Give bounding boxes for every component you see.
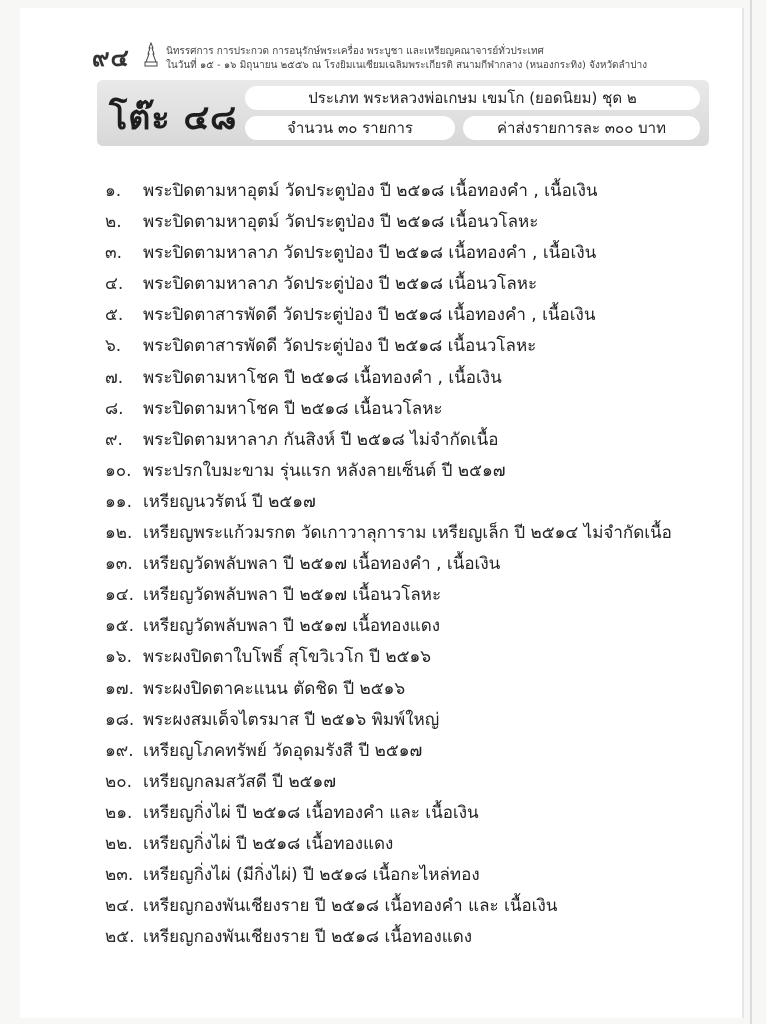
item-description: พระปิดตามหาโชค ปี ๒๕๑๘ เนื้อนวโลหะ [143, 398, 443, 419]
item-number: ๑๙. [105, 740, 134, 761]
list-item [105, 580, 672, 611]
item-number: ๑๓. [105, 554, 133, 575]
item-number: ๑๔. [105, 585, 135, 606]
list-item [105, 176, 672, 207]
list-item [105, 611, 672, 642]
list-item [105, 736, 672, 767]
item-description: เหรียญกิ่งไผ่ ปี ๒๕๑๘ เนื้อทองคำ และ เนื้อเงิน [143, 802, 479, 823]
page-header [92, 42, 692, 72]
list-item [105, 829, 672, 860]
item-number: ๗. [105, 367, 124, 388]
item-number: ๔. [105, 274, 124, 295]
list-item [105, 674, 672, 705]
list-item [105, 456, 672, 487]
list-item [105, 518, 672, 549]
item-description: พระปิดตามหาลาภ วัดประตู่ป่อง ปี ๒๕๑๘ เนื้อนวโลหะ [143, 274, 538, 295]
item-number: ๒๓. [105, 865, 134, 886]
item-description: พระผงสมเด็จไตรมาส ปี ๒๕๑๖ พิมพ์ใหญ่ [143, 709, 440, 730]
event-title-line: นิทรรศการ การประกวด การอนุรักษ์พระเครื่อง พระบูชา และเหรียญคณาจารย์ทั่วประเทศ [166, 46, 544, 57]
list-item [105, 487, 672, 518]
item-number: ๒๕. [105, 927, 135, 948]
item-number: ๓. [105, 243, 123, 264]
list-item [105, 549, 672, 580]
item-number: ๑. [105, 181, 122, 201]
item-number: ๑๕. [105, 616, 135, 637]
list-item [105, 642, 672, 673]
item-number: ๕. [105, 305, 124, 326]
item-number: ๒. [105, 212, 122, 233]
list-item [105, 363, 672, 394]
item-number: ๒๐. [105, 771, 132, 792]
item-description: เหรียญวัดพลับพลา ปี ๒๕๑๗ เนื้อทองแดง [143, 616, 441, 637]
list-item [105, 238, 672, 269]
item-description: เหรียญกลมสวัสดี ปี ๒๕๑๗ [143, 771, 337, 792]
list-item [105, 425, 672, 456]
list-item [105, 300, 672, 331]
item-description: เหรียญวัดพลับพลา ปี ๒๕๑๗ เนื้อทองคำ , เนื้อเงิน [143, 554, 501, 575]
item-count-pill: จำนวน ๓๐ รายการ [245, 116, 455, 140]
amulet-item-list [105, 176, 672, 953]
item-description: เหรียญพระแก้วมรกต วัดเกาวาลุการาม เหรียญเล็ก ปี ๒๕๑๔ ไม่จำกัดเนื้อ [143, 523, 672, 544]
item-number: ๒๔. [105, 896, 135, 917]
list-item [105, 394, 672, 425]
item-description: พระปิดตามหาโชค ปี ๒๕๑๘ เนื้อทองคำ , เนื้อเงิน [143, 367, 502, 388]
item-description: เหรียญวัดพลับพลา ปี ๒๕๑๗ เนื้อนวโลหะ [143, 585, 442, 606]
page-number: ๙๔ [92, 44, 130, 72]
item-description: พระปิดตามหาลาภ วัดประตูป่อง ปี ๒๕๑๘ เนื้อทองคำ , เนื้อเงิน [143, 243, 597, 264]
item-number: ๑๑. [105, 491, 132, 512]
table-banner [97, 80, 709, 146]
item-description: เหรียญนวรัตน์ ปี ๒๕๑๗ [143, 491, 316, 512]
item-number: ๒๑. [105, 802, 133, 823]
item-number: ๙. [105, 429, 123, 450]
item-description: พระผงปิดตาคะแนน ตัดชิด ปี ๒๕๑๖ [143, 678, 406, 699]
item-number: ๑๒. [105, 523, 133, 544]
list-item [105, 269, 672, 300]
item-description: เหรียญโภคทรัพย์ วัดอุดมรังสี ปี ๒๕๑๗ [143, 740, 423, 761]
item-description: พระปิดตามหาลาภ กันสิงห์ ปี ๒๕๑๘ ไม่จำกัดเนื้อ [143, 429, 499, 450]
item-description: เหรียญกองพันเชียงราย ปี ๒๕๑๘ เนื้อทองแดง [143, 927, 473, 948]
list-item [105, 767, 672, 798]
item-description: พระผงปิดตาใบโพธิ์ สุโขวิเวโก ปี ๒๕๑๖ [143, 647, 432, 668]
list-item [105, 891, 672, 922]
item-number: ๑๘. [105, 709, 135, 730]
item-description: พระปิดตามหาอุตม์ วัดประตูป่อง ปี ๒๕๑๘ เนื้อนวโลหะ [143, 212, 539, 233]
item-number: ๖. [105, 336, 122, 357]
item-description: พระปิดตาสารพัดดี วัดประตู่ป่อง ปี ๒๕๑๘ เนื้อนวโลหะ [143, 336, 537, 357]
page-gutter-line [750, 0, 752, 1024]
list-item [105, 331, 672, 362]
temple-emblem-icon [142, 42, 160, 68]
list-item [105, 860, 672, 891]
event-date-line: ในวันที่ ๑๕ - ๑๖ มิถุนายน ๒๕๕๖ ณ โรงยิมเนเซียมเฉลิมพระเกียรติ สนามกีฬากลาง (หนองกระทิง) จังหวัดลำปาง [166, 60, 648, 71]
list-item [105, 798, 672, 829]
item-number: ๑๖. [105, 647, 132, 668]
item-description: เหรียญกิ่งไผ่ (มีกิ่งไผ่) ปี ๒๕๑๘ เนื้อกะไหล่ทอง [143, 865, 480, 886]
item-description: เหรียญกิ่งไผ่ ปี ๒๕๑๘ เนื้อทองแดง [143, 833, 394, 854]
item-description: พระปิดตาสารพัดดี วัดประตู่ป่อง ปี ๒๕๑๘ เนื้อทองคำ , เนื้อเงิน [143, 305, 596, 326]
item-description: เหรียญกองพันเชียงราย ปี ๒๕๑๘ เนื้อทองคำ และ เนื้อเงิน [143, 896, 558, 917]
item-number: ๒๒. [105, 833, 133, 854]
item-description: พระปรกใบมะขาม รุ่นแรก หลังลายเซ็นต์ ปี ๒๕๑๗ [143, 460, 506, 481]
list-item [105, 922, 672, 953]
item-number: ๑๐. [105, 460, 132, 481]
item-number: ๑๗. [105, 678, 134, 699]
table-number-label: โต๊ะ ๔๘ [109, 98, 238, 138]
list-item [105, 705, 672, 736]
entry-fee-pill: ค่าส่งรายการละ ๓๐๐ บาท [463, 116, 700, 140]
item-description: พระปิดตามหาอุตม์ วัดประตูป่อง ปี ๒๕๑๘ เนื้อทองคำ , เนื้อเงิน [143, 181, 598, 201]
item-number: ๘. [105, 398, 124, 419]
category-pill: ประเภท พระหลวงพ่อเกษม เขมโก (ยอดนิยม) ชุด ๒ [245, 86, 700, 110]
list-item [105, 207, 672, 238]
